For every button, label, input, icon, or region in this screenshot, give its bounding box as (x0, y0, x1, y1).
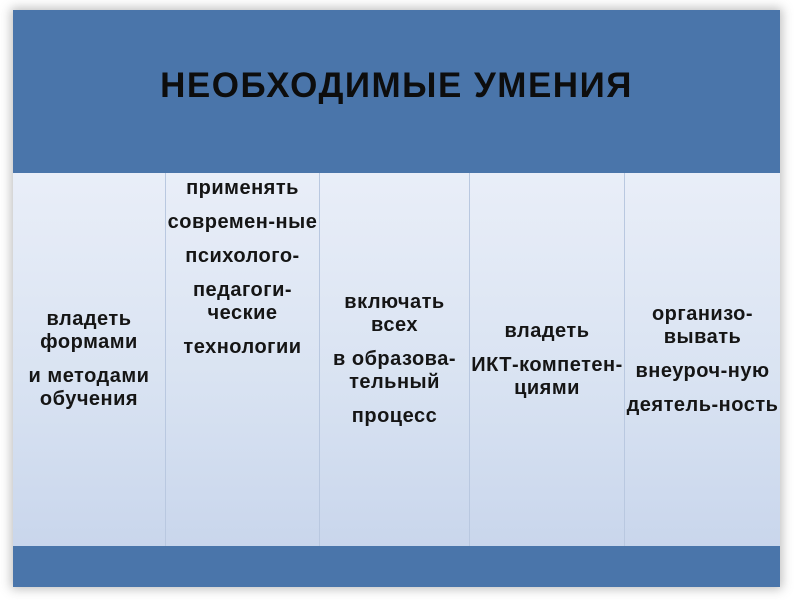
skill-line: владеть (504, 319, 590, 342)
skill-line: ИКТ-компетен-циями (471, 353, 623, 399)
skill-line: современ-ные (167, 211, 318, 233)
skill-cell-inclusion (320, 173, 470, 546)
skills-table (13, 10, 780, 587)
skill-cell-technologies (166, 173, 320, 546)
skill-line: в образова-тельный (333, 348, 456, 393)
skill-line: педагоги-ческие (192, 279, 293, 324)
skill-line: процесс (351, 405, 438, 427)
skill-cell-extracurricular (625, 173, 780, 546)
skill-line: и методами обучения (28, 365, 150, 410)
skill-line: деятель-ность (626, 393, 779, 416)
skill-line: психолого- (185, 245, 300, 267)
skill-cell-ict (470, 173, 625, 546)
skill-cell-forms-methods (13, 173, 166, 546)
skill-line: технологии (183, 336, 302, 358)
skill-line: владеть формами (40, 308, 138, 353)
table-title: НЕОБХОДИМЫЕ УМЕНИЯ (160, 65, 633, 105)
table-header (13, 10, 780, 173)
table-footer (13, 546, 780, 587)
skill-line: применять (186, 177, 299, 199)
table-body-row (13, 173, 780, 546)
skill-line: организо-вывать (651, 302, 754, 348)
skill-line: включать всех (344, 291, 445, 336)
skill-line: внеуроч-ную (635, 359, 770, 382)
